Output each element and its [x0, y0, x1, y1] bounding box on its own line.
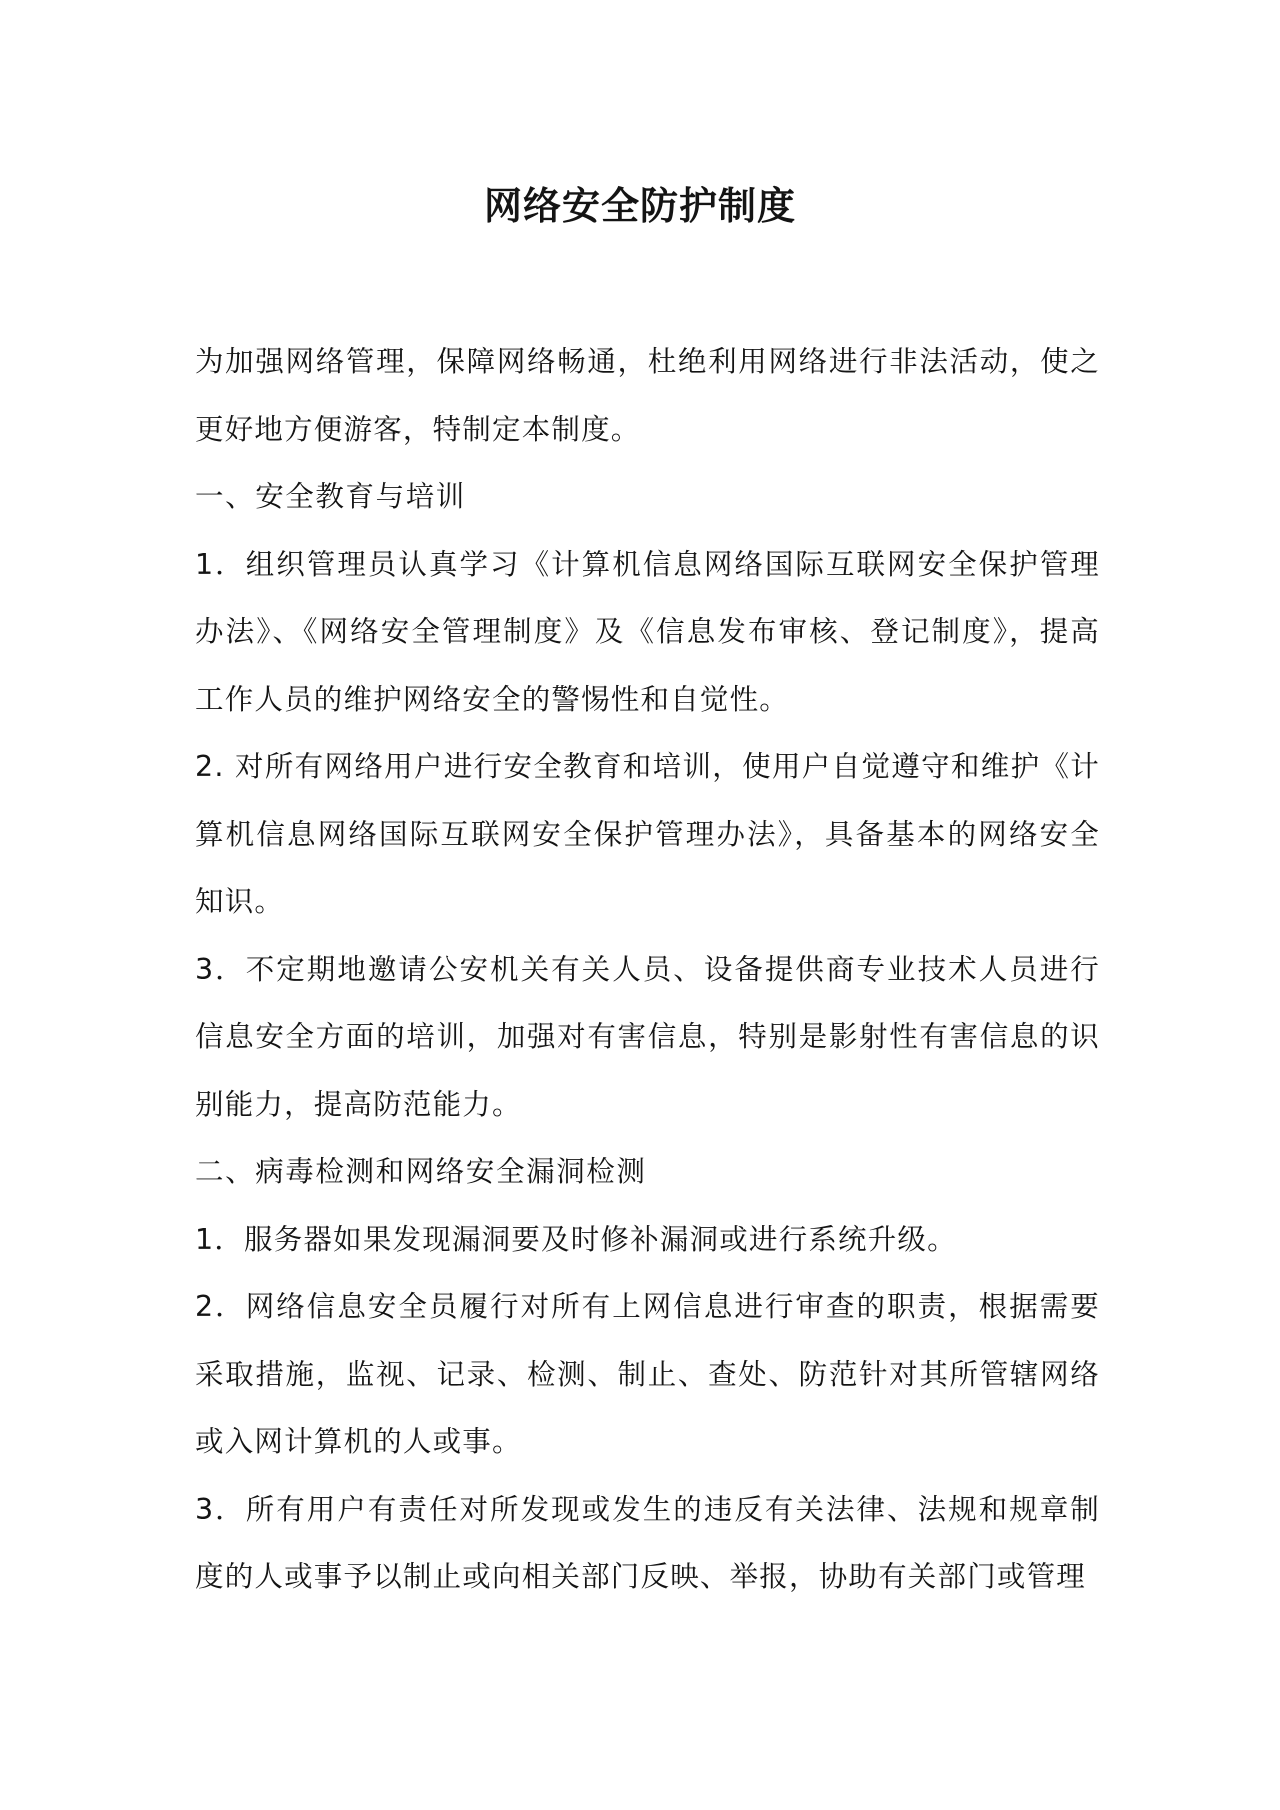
training-item-2: 2. 对所有网络用户进行安全教育和培训，使用户自觉遵守和维护《计算机信息网络国际互联网安全保护管理办法》，具备基本的网络安全知识。 [195, 750, 1100, 918]
document-body [195, 328, 1100, 1611]
detection-item-1: 1．服务器如果发现漏洞要及时修补漏洞或进行系统升级。 [195, 1222, 957, 1256]
detection-item-2: 2．网络信息安全员履行对所有上网信息进行审查的职责，根据需要采取措施，监视、记录、检测、制止、查处、防范针对其所管辖网络或入网计算机的人或事。 [195, 1290, 1100, 1458]
document-title: 网络安全防护制度 [483, 184, 796, 228]
section-heading-training: 一、安全教育与培训 [195, 480, 466, 513]
training-item-3: 3．不定期地邀请公安机关有关人员、设备提供商专业技术人员进行信息安全方面的培训，加强对有害信息，特别是影射性有害信息的识别能力，提高防范能力。 [195, 952, 1100, 1121]
detection-item-3: 3．所有用户有责任对所发现或发生的违反有关法律、法规和规章制度的人或事予以制止或向相关部门反映、举报，协助有关部门或管理 [195, 1492, 1100, 1593]
intro-paragraph: 为加强网络管理，保障网络畅通，杜绝利用网络进行非法活动，使之更好地方便游客，特制定本制度。 [195, 345, 1100, 446]
section-heading-detection: 二、病毒检测和网络安全漏洞检测 [195, 1155, 647, 1188]
training-item-1: 1．组织管理员认真学习《计算机信息网络国际互联网安全保护管理办法》、《网络安全管理制度》及《信息发布审核、登记制度》，提高工作人员的维护网络安全的警惕性和自觉性。 [195, 547, 1100, 716]
